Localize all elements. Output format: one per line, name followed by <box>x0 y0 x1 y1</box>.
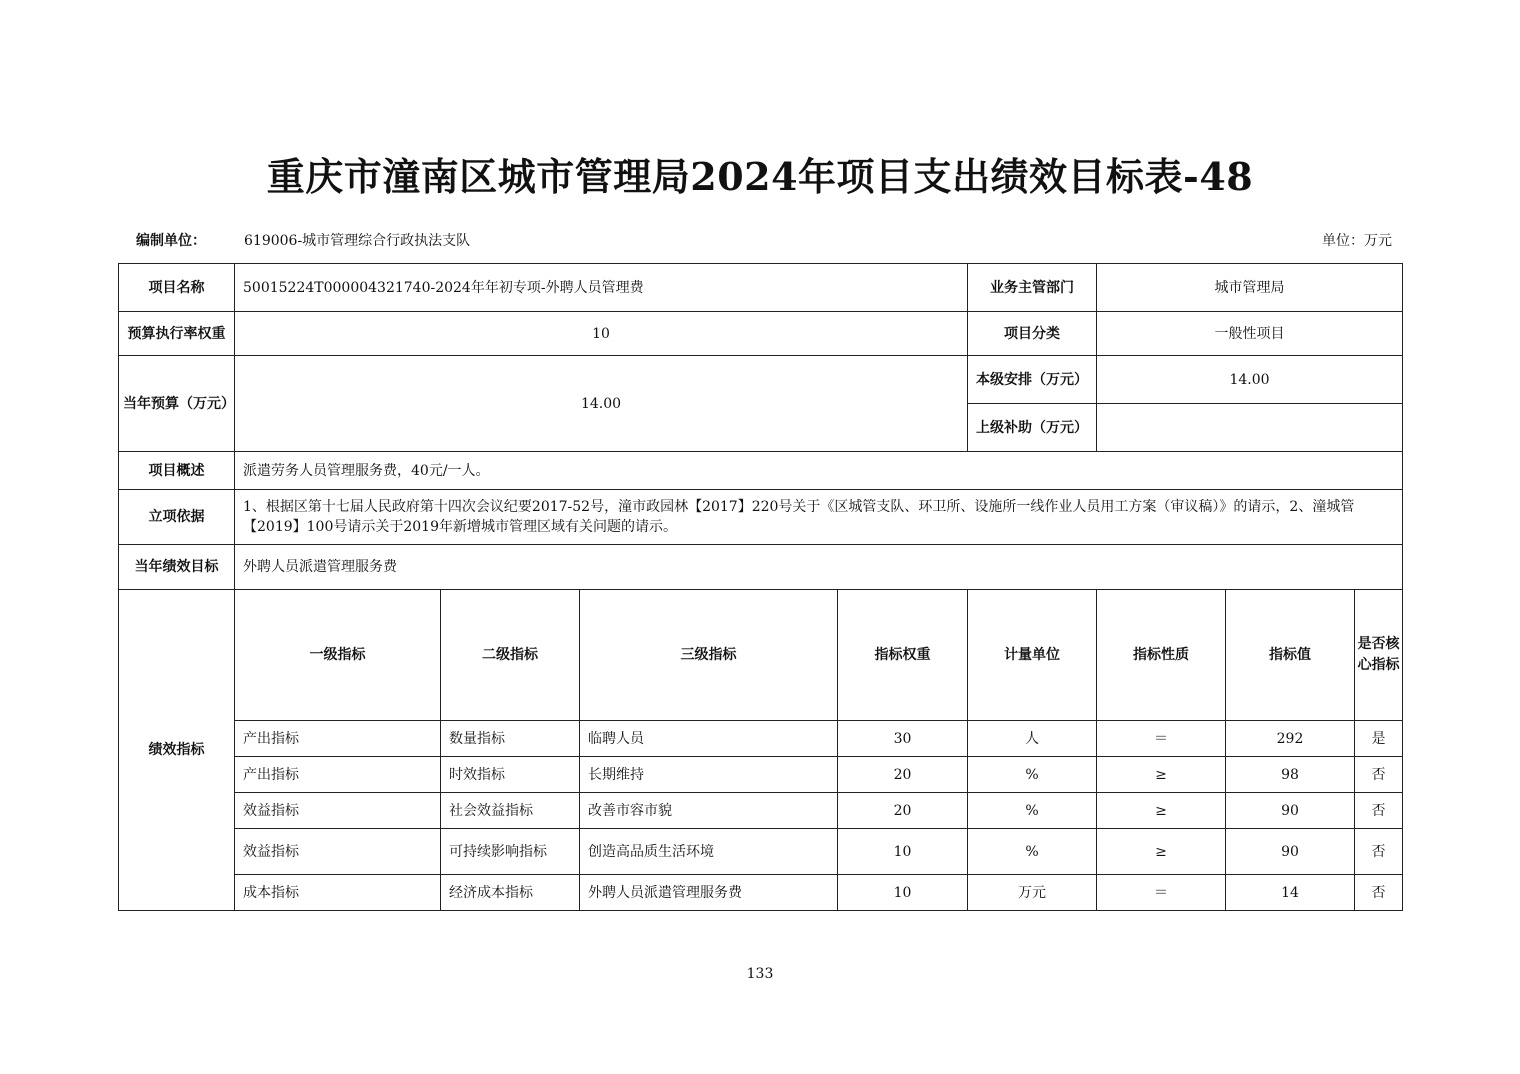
table-row <box>119 757 1403 793</box>
cell-weight: 20 <box>838 793 968 829</box>
cell-l3: 创造高品质生活环境 <box>580 829 838 875</box>
row-goal <box>119 545 1403 590</box>
cell-unit: % <box>968 793 1097 829</box>
cell-value: 98 <box>1226 757 1355 793</box>
subsidy-value <box>1097 404 1403 452</box>
page-title: 重庆市潼南区城市管理局2024年项目支出绩效目标表-48 <box>266 154 1254 199</box>
cell-nature: ≥ <box>1097 829 1226 875</box>
cell-l3: 外聘人员派遣管理服务费 <box>580 875 838 911</box>
cell-l3: 改善市容市貌 <box>580 793 838 829</box>
cell-l2: 数量指标 <box>441 721 580 757</box>
compiling-unit <box>136 230 470 250</box>
col-header-weight: 指标权重 <box>838 590 968 721</box>
cell-l1: 效益指标 <box>235 793 441 829</box>
dept-label: 业务主管部门 <box>968 264 1097 312</box>
rate-label: 预算执行率权重 <box>119 312 235 356</box>
cell-nature: ＝ <box>1097 875 1226 911</box>
col-header-unit: 计量单位 <box>968 590 1097 721</box>
cell-core: 否 <box>1355 829 1403 875</box>
cell-value: 14 <box>1226 875 1355 911</box>
goal-label: 当年绩效目标 <box>119 545 235 590</box>
subsidy-label: 上级补助（万元） <box>968 404 1097 452</box>
performance-table <box>118 263 1403 911</box>
cell-l1: 产出指标 <box>235 757 441 793</box>
col-header-core: 是否核心指标 <box>1355 590 1403 721</box>
cell-nature: ≥ <box>1097 757 1226 793</box>
project-name-label: 项目名称 <box>119 264 235 312</box>
cell-l2: 经济成本指标 <box>441 875 580 911</box>
row-basis <box>119 490 1403 545</box>
cell-weight: 30 <box>838 721 968 757</box>
cell-l2: 社会效益指标 <box>441 793 580 829</box>
cell-value: 90 <box>1226 829 1355 875</box>
row-summary <box>119 452 1403 490</box>
table-row <box>119 793 1403 829</box>
row-project-name <box>119 264 1403 312</box>
cell-core: 是 <box>1355 721 1403 757</box>
row-rate <box>119 312 1403 356</box>
table-row <box>119 829 1403 875</box>
cell-core: 否 <box>1355 875 1403 911</box>
budget-value: 14.00 <box>235 356 968 452</box>
cell-nature: ＝ <box>1097 721 1226 757</box>
local-label: 本级安排（万元） <box>968 356 1097 404</box>
cell-core: 否 <box>1355 793 1403 829</box>
summary-value: 派遣劳务人员管理服务费，40元/一人。 <box>235 452 1403 490</box>
cell-value: 292 <box>1226 721 1355 757</box>
category-value: 一般性项目 <box>1097 312 1403 356</box>
table-row <box>119 721 1403 757</box>
cell-nature: ≥ <box>1097 793 1226 829</box>
col-header-value: 指标值 <box>1226 590 1355 721</box>
local-value: 14.00 <box>1097 356 1403 404</box>
col-header-l3: 三级指标 <box>580 590 838 721</box>
cell-l2: 时效指标 <box>441 757 580 793</box>
table-row <box>119 875 1403 911</box>
cell-l2: 可持续影响指标 <box>441 829 580 875</box>
cell-l1: 成本指标 <box>235 875 441 911</box>
perf-label: 绩效指标 <box>119 590 235 911</box>
col-header-nature: 指标性质 <box>1097 590 1226 721</box>
basis-label: 立项依据 <box>119 490 235 545</box>
cell-core: 否 <box>1355 757 1403 793</box>
cell-l3: 长期维持 <box>580 757 838 793</box>
cell-l1: 效益指标 <box>235 829 441 875</box>
col-header-l2: 二级指标 <box>441 590 580 721</box>
summary-label: 项目概述 <box>119 452 235 490</box>
cell-l1: 产出指标 <box>235 721 441 757</box>
basis-value: 1、根据区第十七届人民政府第十四次会议纪要2017-52号，潼市政园林【2017】220号关于《区城管支队、环卫所、设施所一线作业人员用工方案（审议稿）》的请示，2、潼城管【2019】100号请示关于2019年新增城市管理区域有关问题的请示。 <box>235 490 1403 545</box>
budget-label: 当年预算（万元） <box>119 356 235 452</box>
category-label: 项目分类 <box>968 312 1097 356</box>
goal-value: 外聘人员派遣管理服务费 <box>235 545 1403 590</box>
page-number: 133 <box>746 966 774 982</box>
cell-weight: 10 <box>838 829 968 875</box>
cell-unit: % <box>968 757 1097 793</box>
compiling-unit-label: 编制单位： <box>136 233 206 249</box>
project-name-value: 50015224T000004321740-2024年年初专项-外聘人员管理费 <box>235 264 968 312</box>
compiling-unit-value: 619006-城市管理综合行政执法支队 <box>244 233 471 249</box>
rate-value: 10 <box>235 312 968 356</box>
dept-value: 城市管理局 <box>1097 264 1403 312</box>
cell-l3: 临聘人员 <box>580 721 838 757</box>
col-header-l1: 一级指标 <box>235 590 441 721</box>
cell-weight: 20 <box>838 757 968 793</box>
cell-unit: % <box>968 829 1097 875</box>
currency-unit: 单位：万元 <box>1322 233 1392 249</box>
row-budget <box>119 356 1403 404</box>
indicator-header-row <box>119 590 1403 721</box>
cell-unit: 万元 <box>968 875 1097 911</box>
cell-unit: 人 <box>968 721 1097 757</box>
cell-value: 90 <box>1226 793 1355 829</box>
cell-weight: 10 <box>838 875 968 911</box>
